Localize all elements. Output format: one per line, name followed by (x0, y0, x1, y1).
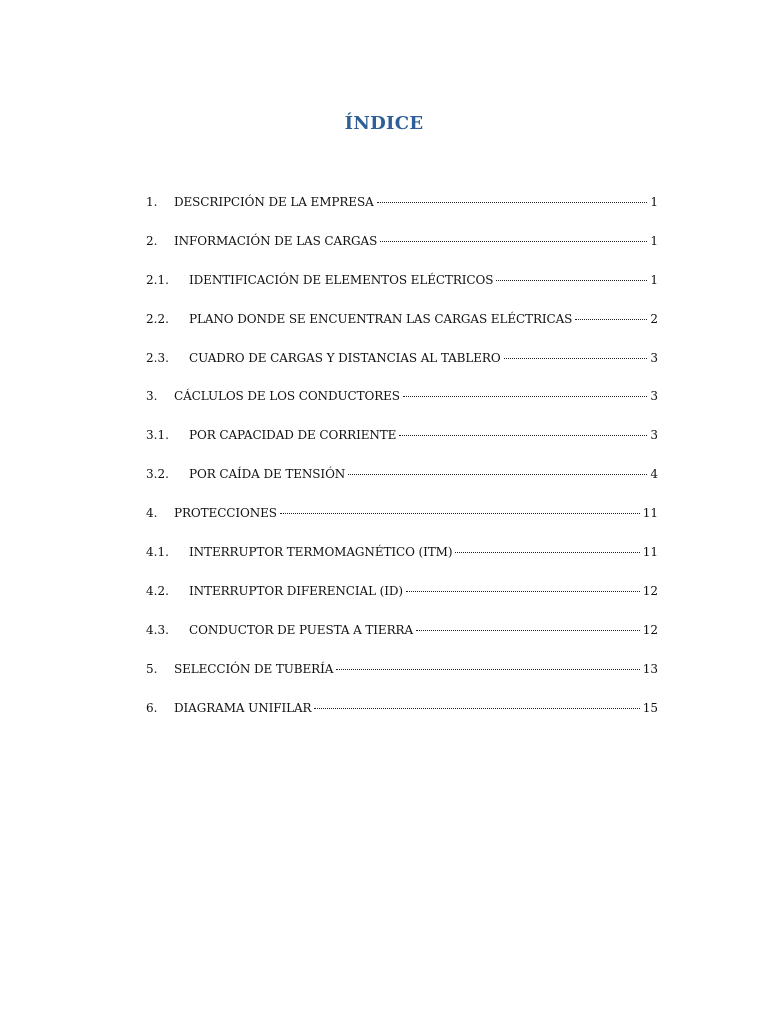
toc-entry[interactable] (146, 697, 658, 719)
toc-list (146, 191, 658, 735)
toc-dot-leader (377, 202, 647, 203)
toc-entry[interactable] (146, 658, 658, 680)
toc-entry-number: 4.2. (146, 583, 169, 598)
toc-entry-number: 4. (146, 506, 158, 521)
toc-entry-page: 2 (650, 311, 658, 326)
toc-dot-leader (399, 435, 647, 436)
toc-entry[interactable] (146, 541, 658, 563)
toc-entry-number: 3.1. (146, 428, 169, 443)
toc-entry-title: POR CAPACIDAD DE CORRIENTE (189, 428, 397, 443)
toc-entry-number: 5. (146, 661, 158, 676)
toc-entry-number: 4.3. (146, 622, 169, 637)
toc-entry-title: INFORMACIÓN DE LAS CARGAS (174, 233, 378, 248)
toc-entry[interactable] (146, 580, 658, 602)
toc-entry-page: 12 (642, 583, 658, 598)
toc-entry[interactable] (146, 191, 658, 213)
toc-entry-title: PROTECCIONES (174, 506, 277, 521)
toc-dot-leader (314, 708, 639, 709)
toc-entry-page: 13 (642, 661, 658, 676)
toc-entry-page: 12 (642, 622, 658, 637)
toc-entry-title: IDENTIFICACIÓN DE ELEMENTOS ELÉCTRICOS (189, 272, 494, 287)
toc-entry-number: 4.1. (146, 545, 169, 560)
toc-entry-title: INTERRUPTOR DIFERENCIAL (ID) (189, 583, 403, 598)
toc-entry-title: CONDUCTOR DE PUESTA A TIERRA (189, 622, 414, 637)
toc-entry-number: 2.1. (146, 272, 169, 287)
toc-entry-page: 4 (650, 467, 658, 482)
toc-dot-leader (575, 319, 647, 320)
toc-entry[interactable] (146, 347, 658, 369)
page-title: ÍNDICE (344, 113, 424, 134)
toc-entry-title: CUADRO DE CARGAS Y DISTANCIAS AL TABLERO (189, 350, 501, 365)
toc-entry-page: 15 (642, 700, 658, 715)
toc-dot-leader (455, 552, 639, 553)
toc-entry-page: 3 (650, 350, 658, 365)
toc-entry-page: 1 (650, 272, 658, 287)
toc-entry[interactable] (146, 269, 658, 291)
toc-entry[interactable] (146, 502, 658, 524)
toc-dot-leader (348, 474, 647, 475)
toc-entry[interactable] (146, 619, 658, 641)
toc-entry-title: DESCRIPCIÓN DE LA EMPRESA (174, 195, 374, 209)
toc-entry-title: PLANO DONDE SE ENCUENTRAN LAS CARGAS ELÉCTRICAS (189, 311, 573, 326)
toc-entry[interactable] (146, 424, 658, 446)
toc-dot-leader (336, 669, 639, 670)
toc-entry-title: SELECCIÓN DE TUBERÍA (174, 661, 334, 676)
toc-entry-number: 2.2. (146, 311, 169, 326)
toc-entry-title: POR CAÍDA DE TENSIÓN (189, 467, 346, 482)
toc-dot-leader (496, 280, 647, 281)
toc-entry-page: 1 (650, 195, 658, 209)
toc-entry-title: CÁCLULOS DE LOS CONDUCTORES (174, 389, 400, 404)
toc-entry-title: DIAGRAMA UNIFILAR (174, 700, 312, 715)
toc-dot-leader (416, 630, 640, 631)
toc-entry-page: 11 (642, 545, 658, 560)
toc-entry-number: 3. (146, 389, 158, 404)
toc-entry-number: 6. (146, 700, 158, 715)
toc-dot-leader (403, 396, 647, 397)
toc-dot-leader (406, 591, 640, 592)
toc-entry-page: 3 (650, 428, 658, 443)
toc-entry[interactable] (146, 308, 658, 330)
toc-entry-page: 3 (650, 389, 658, 404)
toc-entry-number: 1. (146, 195, 158, 209)
toc-entry-number: 2. (146, 233, 158, 248)
toc-entry[interactable] (146, 385, 658, 407)
toc-dot-leader (280, 513, 640, 514)
toc-entry-number: 3.2. (146, 467, 169, 482)
toc-entry-number: 2.3. (146, 350, 169, 365)
toc-entry-page: 1 (650, 233, 658, 248)
toc-entry[interactable] (146, 463, 658, 485)
toc-entry-title: INTERRUPTOR TERMOMAGNÉTICO (ITM) (189, 545, 453, 560)
toc-entry-page: 11 (642, 506, 658, 521)
toc-dot-leader (504, 358, 647, 359)
toc-entry[interactable] (146, 230, 658, 252)
toc-dot-leader (380, 241, 647, 242)
